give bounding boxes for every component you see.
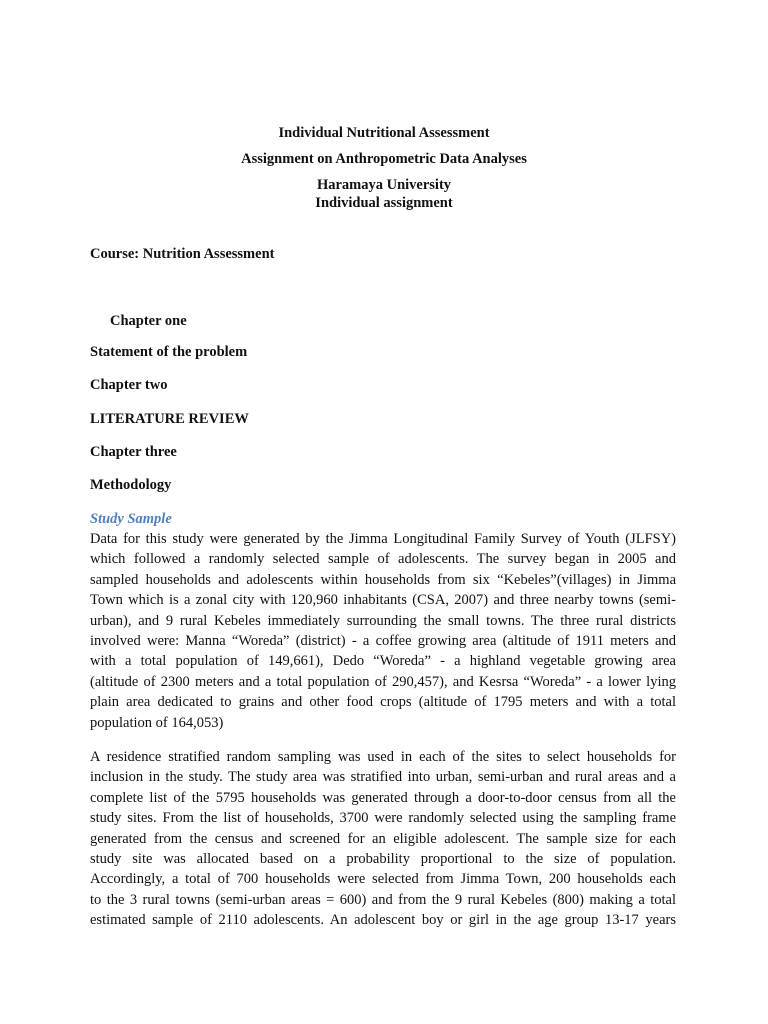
university-name: Haramaya University: [316, 177, 452, 193]
paragraph-line: with a total population of 149,661), Dedo “Woreda” - a highland vegetable growing area: [90, 653, 676, 670]
chapter-two-heading: Chapter two: [90, 377, 168, 393]
paragraph-line: inclusion in the study. The study area was stratified into urban, semi-urban and rural areas and a: [90, 769, 676, 786]
paragraph-line: Accordingly, a total of 700 households were selected from Jimma Town, 200 households each: [90, 871, 676, 888]
chapter-one-topic: Statement of the problem: [90, 344, 248, 360]
chapter-three-heading: Chapter three: [90, 444, 177, 460]
paragraph-line: Town which is a zonal city with 120,960 inhabitants (CSA, 2007) and three nearby towns (semi-: [90, 592, 676, 609]
assignment-type: Individual assignment: [315, 195, 453, 211]
paragraph-line: estimated sample of 2110 adolescents. An adolescent boy or girl in the age group 13-17 years: [90, 912, 676, 929]
chapter-one-heading: Chapter one: [110, 313, 187, 329]
paragraph-line: population of 164,053): [90, 714, 224, 731]
paragraph-line: sampled households and adolescents within households from six “Kebeles”(villages) in Jimma: [90, 571, 676, 588]
paragraph-line: plain area dedicated to grains and other food crops (altitude of 1795 meters and with a total: [90, 694, 676, 711]
chapter-two-topic: LITERATURE REVIEW: [90, 411, 249, 427]
paragraph-line: Data for this study were generated by the Jimma Longitudinal Family Survey of Youth (JLFSY): [90, 531, 676, 547]
study-sample-paragraph-2: [90, 747, 676, 931]
paragraph-line: urban), and 9 rural Kebeles immediately surrounding the small towns. The three rural districts: [90, 612, 676, 629]
paragraph-line: which followed a randomly selected sample of adolescents. The survey began in 2005 and: [90, 551, 676, 568]
document-title: Individual Nutritional Assessment: [278, 125, 490, 141]
paragraph-line: (altitude of 2300 meters and a total population of 290,457), and Kesrsa “Woreda” - a lower lying: [90, 673, 676, 690]
chapter-three-topic: Methodology: [90, 477, 172, 493]
paragraph-line: A residence stratified random sampling was used in each of the sites to select households for: [90, 749, 676, 765]
document-subtitle: Assignment on Anthropometric Data Analyses: [241, 151, 527, 167]
paragraph-line: to the 3 rural towns (semi-urban areas = 600) and from the 9 rural Kebeles (800) making a total: [90, 891, 676, 908]
course-label: Course: Nutrition Assessment: [90, 246, 275, 262]
paragraph-line: complete list of the 5795 households was generated through a door-to-door census from all the: [90, 789, 676, 806]
study-sample-heading: Study Sample: [90, 511, 172, 527]
paragraph-line: generated from the census and screened for an eligible adolescent. The sample size for each: [90, 830, 676, 847]
paragraph-line: study site was allocated based on a probability proportional to the size of population.: [90, 850, 676, 867]
paragraph-line: involved were: Manna “Woreda” (district) - a coffee growing area (altitude of 1911 meters and: [90, 632, 676, 649]
study-sample-paragraph-1: [90, 529, 676, 733]
paragraph-line: study sites. From the list of households, 3700 were randomly selected using the sampling frame: [90, 810, 676, 827]
